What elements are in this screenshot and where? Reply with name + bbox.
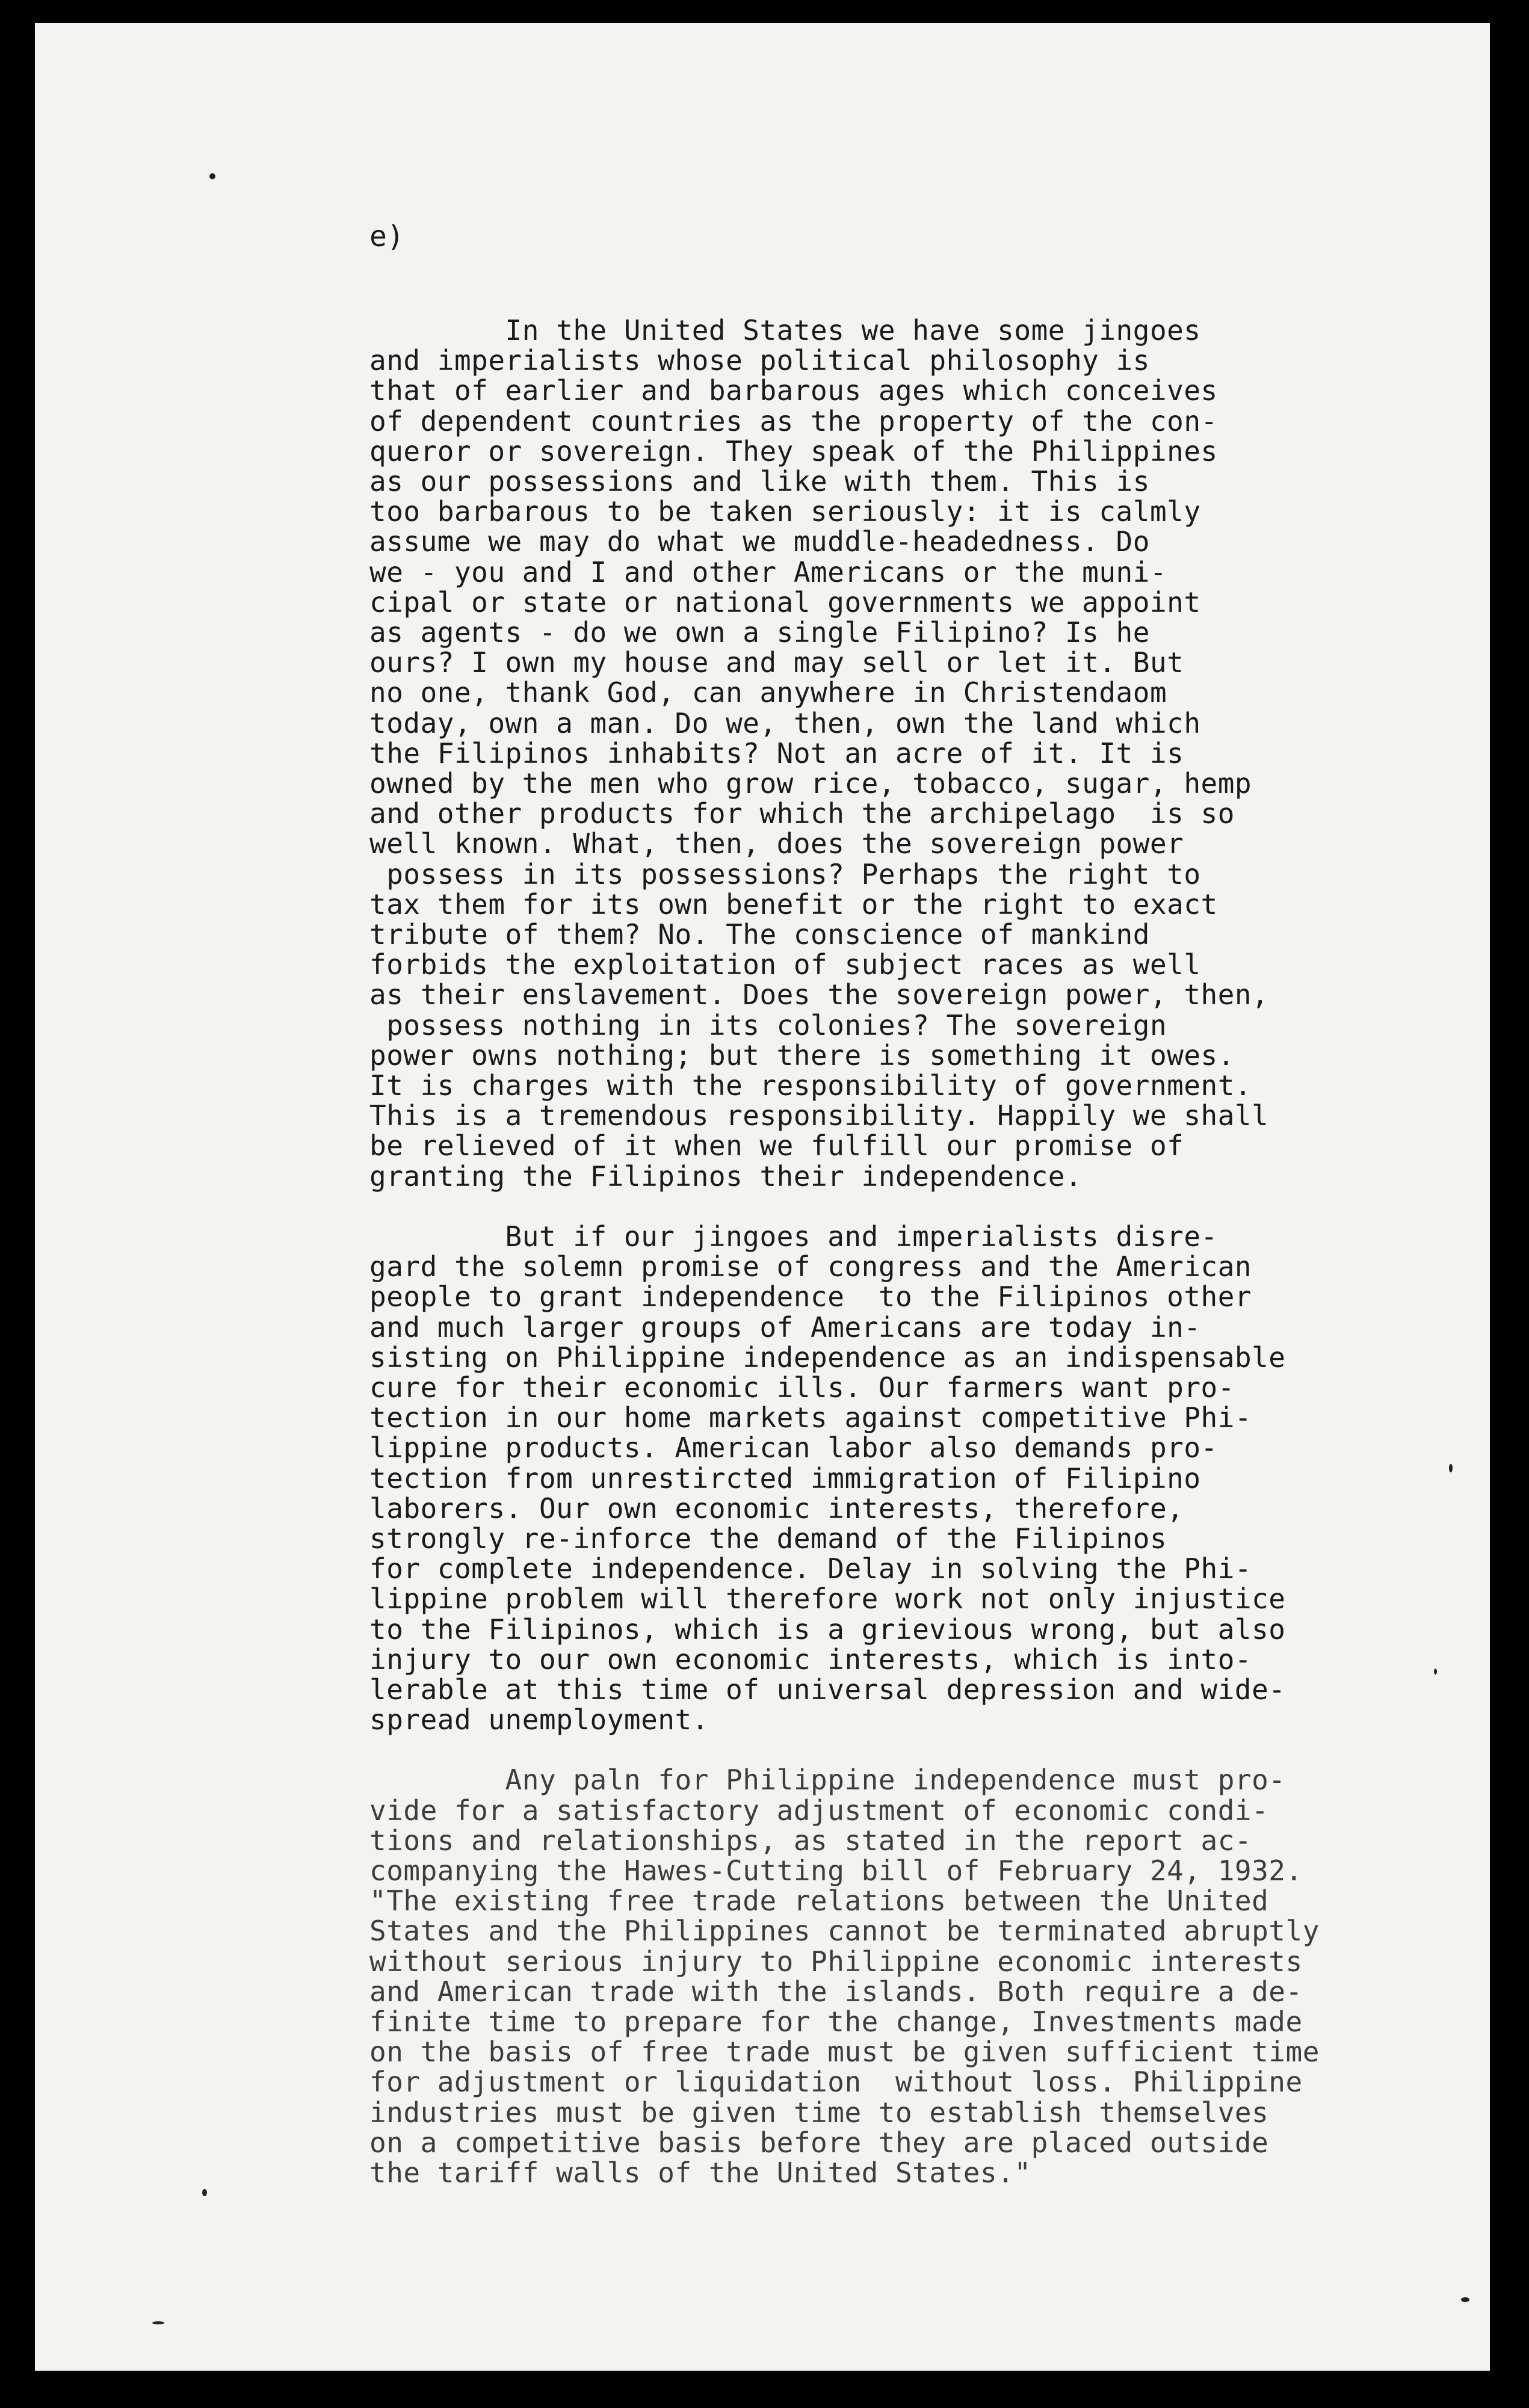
text-line: possess in its possessions? Perhaps the right to <box>369 857 1201 891</box>
text-line: and much larger groups of Americans are today in- <box>369 1311 1201 1344</box>
text-line: gard the solemn promise of congress and the American <box>369 1250 1252 1283</box>
text-line: that of earlier and barbarous ages which conceives <box>369 374 1218 407</box>
text-line: lippine problem will therefore work not only injustice <box>369 1582 1286 1616</box>
document-page <box>35 23 1490 2371</box>
text-line: the tariff walls of the United States." <box>369 2156 1031 2189</box>
text-line: today, own a man. Do we, then, own the land which <box>369 706 1201 739</box>
text-line: It is charges with the responsibility of government. <box>369 1069 1252 1102</box>
text-line: well known. What, then, does the sovereign power <box>369 827 1184 860</box>
text-line: industries must be given time to establish themselves <box>369 2096 1269 2129</box>
text-line: for complete independence. Delay in solving the Phi- <box>369 1552 1252 1585</box>
paragraph-3 <box>369 1765 1453 2188</box>
scan-speck <box>209 173 215 179</box>
text-line: finite time to prepare for the change, Investments made <box>369 2005 1303 2038</box>
text-line: tax them for its own benefit or the right to exact <box>369 888 1218 921</box>
text-line: possess nothing in its colonies? The sovereign <box>369 1008 1167 1042</box>
page-label: e) <box>369 220 404 253</box>
text-line: people to grant independence to the Filipinos other <box>369 1280 1252 1314</box>
text-line: Any paln for Philippine independence must pro- <box>369 1764 1286 1797</box>
text-line: assume we may do what we muddle-headedness. Do <box>369 525 1150 558</box>
document-body <box>369 315 1453 2218</box>
text-line: vide for a satisfactory adjustment of economic condi- <box>369 1794 1269 1827</box>
text-line: without serious injury to Philippine economic interests <box>369 1945 1303 1978</box>
text-line: for adjustment or liquidation without loss. Philippine <box>369 2066 1303 2099</box>
text-line: strongly re-inforce the demand of the Filipinos <box>369 1522 1167 1555</box>
paragraph-1 <box>369 315 1453 1191</box>
text-line: on a competitive basis before they are placed outside <box>369 2126 1269 2159</box>
text-line: the Filipinos inhabits? Not an acre of it. It is <box>369 736 1184 770</box>
scan-speck <box>1434 1669 1437 1675</box>
text-line: and American trade with the islands. Both require a de- <box>369 1975 1303 2008</box>
scan-speck <box>152 2321 164 2324</box>
text-line: owned by the men who grow rice, tobacco, sugar, hemp <box>369 767 1252 800</box>
text-line: no one, thank God, can anywhere in Christendaom <box>369 676 1167 709</box>
text-line: as our possessions and like with them. This is <box>369 465 1150 498</box>
text-line: This is a tremendous responsibility. Happily we shall <box>369 1099 1269 1132</box>
text-line: and imperialists whose political philosophy is <box>369 344 1150 377</box>
text-line: injury to our own economic interests, which is into- <box>369 1643 1252 1676</box>
scan-speck <box>202 2189 207 2196</box>
text-line: sisting on Philippine independence as an indispensable <box>369 1341 1286 1374</box>
text-line: In the United States we have some jingoes <box>369 314 1201 347</box>
scan-speck <box>1449 1464 1453 1472</box>
scan-speck <box>1461 2297 1469 2302</box>
text-line: ours? I own my house and may sell or let it. But <box>369 646 1184 679</box>
text-line: too barbarous to be taken seriously: it is calmly <box>369 495 1201 528</box>
text-line: companying the Hawes-Cutting bill of February 24, 1932. <box>369 1854 1303 1887</box>
text-line: power owns nothing; but there is something it owes. <box>369 1039 1235 1072</box>
text-line: to the Filipinos, which is a grievious wrong, but also <box>369 1613 1286 1646</box>
text-line: lippine products. American labor also demands pro- <box>369 1431 1218 1465</box>
text-line: But if our jingoes and imperialists disre- <box>369 1220 1218 1253</box>
text-line: queror or sovereign. They speak of the Philippines <box>369 434 1218 468</box>
text-line: tribute of them? No. The conscience of mankind <box>369 918 1150 951</box>
text-line: as their enslavement. Does the sovereign power, then, <box>369 978 1269 1011</box>
text-line: on the basis of free trade must be given sufficient time <box>369 2036 1320 2069</box>
text-line: as agents - do we own a single Filipino? Is he <box>369 616 1150 649</box>
text-line: and other products for which the archipelago is so <box>369 797 1235 830</box>
text-line: cipal or state or national governments we appoint <box>369 585 1201 619</box>
text-line: be relieved of it when we fulfill our promise of <box>369 1129 1184 1162</box>
text-line: lerable at this time of universal depression and wide- <box>369 1673 1286 1706</box>
text-line: tection from unrestircted immigration of Filipino <box>369 1462 1201 1495</box>
text-line: granting the Filipinos their independence. <box>369 1159 1083 1193</box>
paragraph-2 <box>369 1221 1453 1735</box>
text-line: tection in our home markets against competitive Phi- <box>369 1401 1252 1434</box>
text-line: States and the Philippines cannot be terminated abruptly <box>369 1915 1320 1948</box>
text-line: cure for their economic ills. Our farmers want pro- <box>369 1371 1235 1404</box>
text-line: laborers. Our own economic interests, therefore, <box>369 1492 1184 1525</box>
text-line: of dependent countries as the property of the con- <box>369 404 1218 437</box>
text-line: we - you and I and other Americans or the muni- <box>369 555 1167 588</box>
text-line: forbids the exploitation of subject races as well <box>369 948 1201 981</box>
text-line: spread unemployment. <box>369 1703 709 1737</box>
text-line: "The existing free trade relations between the United <box>369 1885 1269 1918</box>
text-line: tions and relationships, as stated in the report ac- <box>369 1824 1252 1857</box>
